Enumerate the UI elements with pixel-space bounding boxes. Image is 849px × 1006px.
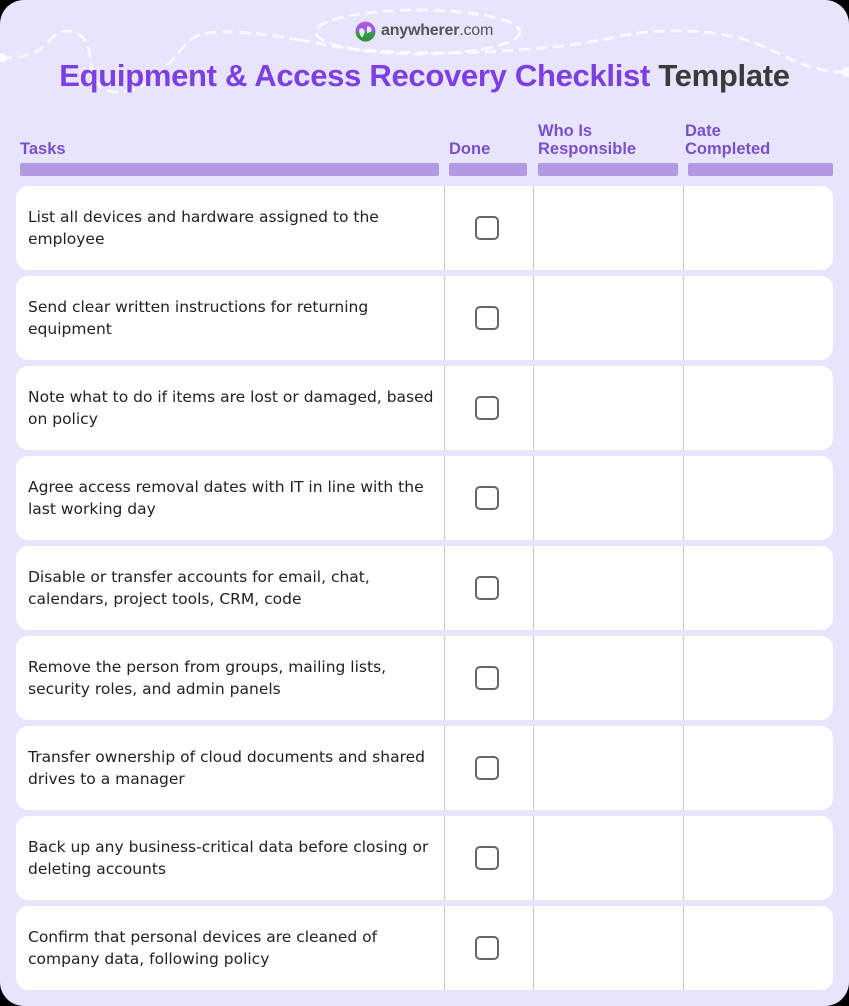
task-text: Transfer ownership of cloud documents and shared drives to a manager bbox=[28, 748, 425, 788]
done-checkbox[interactable] bbox=[475, 306, 499, 330]
task-text: Agree access removal dates with IT in line with the last working day bbox=[28, 478, 424, 518]
done-checkbox[interactable] bbox=[475, 756, 499, 780]
brand-name: anywherer.com bbox=[381, 22, 494, 39]
done-checkbox[interactable] bbox=[475, 846, 499, 870]
responsible-cell[interactable] bbox=[534, 636, 683, 720]
date-completed-cell[interactable] bbox=[684, 546, 833, 630]
date-completed-cell[interactable] bbox=[684, 726, 833, 810]
responsible-cell[interactable] bbox=[534, 276, 683, 360]
responsible-cell[interactable] bbox=[534, 816, 683, 900]
table-row bbox=[16, 546, 833, 630]
column-divider bbox=[444, 456, 445, 540]
done-checkbox[interactable] bbox=[475, 936, 499, 960]
date-completed-cell[interactable] bbox=[684, 366, 833, 450]
responsible-cell[interactable] bbox=[534, 456, 683, 540]
column-divider bbox=[444, 636, 445, 720]
done-checkbox[interactable] bbox=[475, 486, 499, 510]
table-row bbox=[16, 456, 833, 540]
table-row bbox=[16, 726, 833, 810]
page-title bbox=[0, 58, 849, 94]
date-completed-cell[interactable] bbox=[684, 186, 833, 270]
column-divider bbox=[444, 366, 445, 450]
column-divider bbox=[444, 906, 445, 990]
header-bar-date bbox=[688, 163, 833, 176]
date-completed-cell[interactable] bbox=[684, 816, 833, 900]
responsible-cell[interactable] bbox=[534, 546, 683, 630]
date-completed-cell[interactable] bbox=[684, 276, 833, 360]
globe-logo-icon bbox=[355, 21, 376, 42]
done-checkbox[interactable] bbox=[475, 396, 499, 420]
date-completed-cell[interactable] bbox=[684, 906, 833, 990]
task-text: List all devices and hardware assigned to the employee bbox=[28, 208, 379, 248]
table-row bbox=[16, 366, 833, 450]
done-checkbox[interactable] bbox=[475, 666, 499, 690]
header-bar-tasks bbox=[20, 163, 439, 176]
task-text: Confirm that personal devices are cleaned of company data, following policy bbox=[28, 928, 378, 968]
responsible-cell[interactable] bbox=[534, 186, 683, 270]
responsible-cell[interactable] bbox=[534, 726, 683, 810]
task-text: Send clear written instructions for returning equipment bbox=[28, 298, 369, 338]
column-header-tasks: Tasks bbox=[20, 140, 66, 158]
task-text: Remove the person from groups, mailing lists, security roles, and admin panels bbox=[28, 658, 387, 698]
table-row bbox=[16, 816, 833, 900]
done-checkbox[interactable] bbox=[475, 216, 499, 240]
date-completed-cell[interactable] bbox=[684, 456, 833, 540]
column-header-date: Date Completed bbox=[685, 122, 771, 158]
column-header-done: Done bbox=[449, 140, 491, 158]
column-header-who: Who Is Responsible bbox=[538, 122, 637, 158]
table-row bbox=[16, 906, 833, 990]
column-divider bbox=[444, 186, 445, 270]
task-text: Disable or transfer accounts for email, chat, calendars, project tools, CRM, code bbox=[28, 568, 370, 608]
task-text: Note what to do if items are lost or damaged, based on policy bbox=[28, 388, 434, 428]
header-bar-done bbox=[449, 163, 527, 176]
title-suffix: Template bbox=[658, 58, 790, 93]
column-divider bbox=[444, 816, 445, 900]
title-accent: Equipment & Access Recovery Checklist bbox=[59, 58, 651, 93]
table-row bbox=[16, 276, 833, 360]
brand-logo bbox=[355, 19, 493, 43]
column-divider bbox=[444, 276, 445, 360]
header-bar-who bbox=[538, 163, 678, 176]
column-divider bbox=[444, 546, 445, 630]
responsible-cell[interactable] bbox=[534, 906, 683, 990]
task-text: Back up any business-critical data before closing or deleting accounts bbox=[28, 838, 429, 878]
column-divider bbox=[444, 726, 445, 810]
done-checkbox[interactable] bbox=[475, 576, 499, 600]
date-completed-cell[interactable] bbox=[684, 636, 833, 720]
table-row bbox=[16, 186, 833, 270]
responsible-cell[interactable] bbox=[534, 366, 683, 450]
table-row bbox=[16, 636, 833, 720]
